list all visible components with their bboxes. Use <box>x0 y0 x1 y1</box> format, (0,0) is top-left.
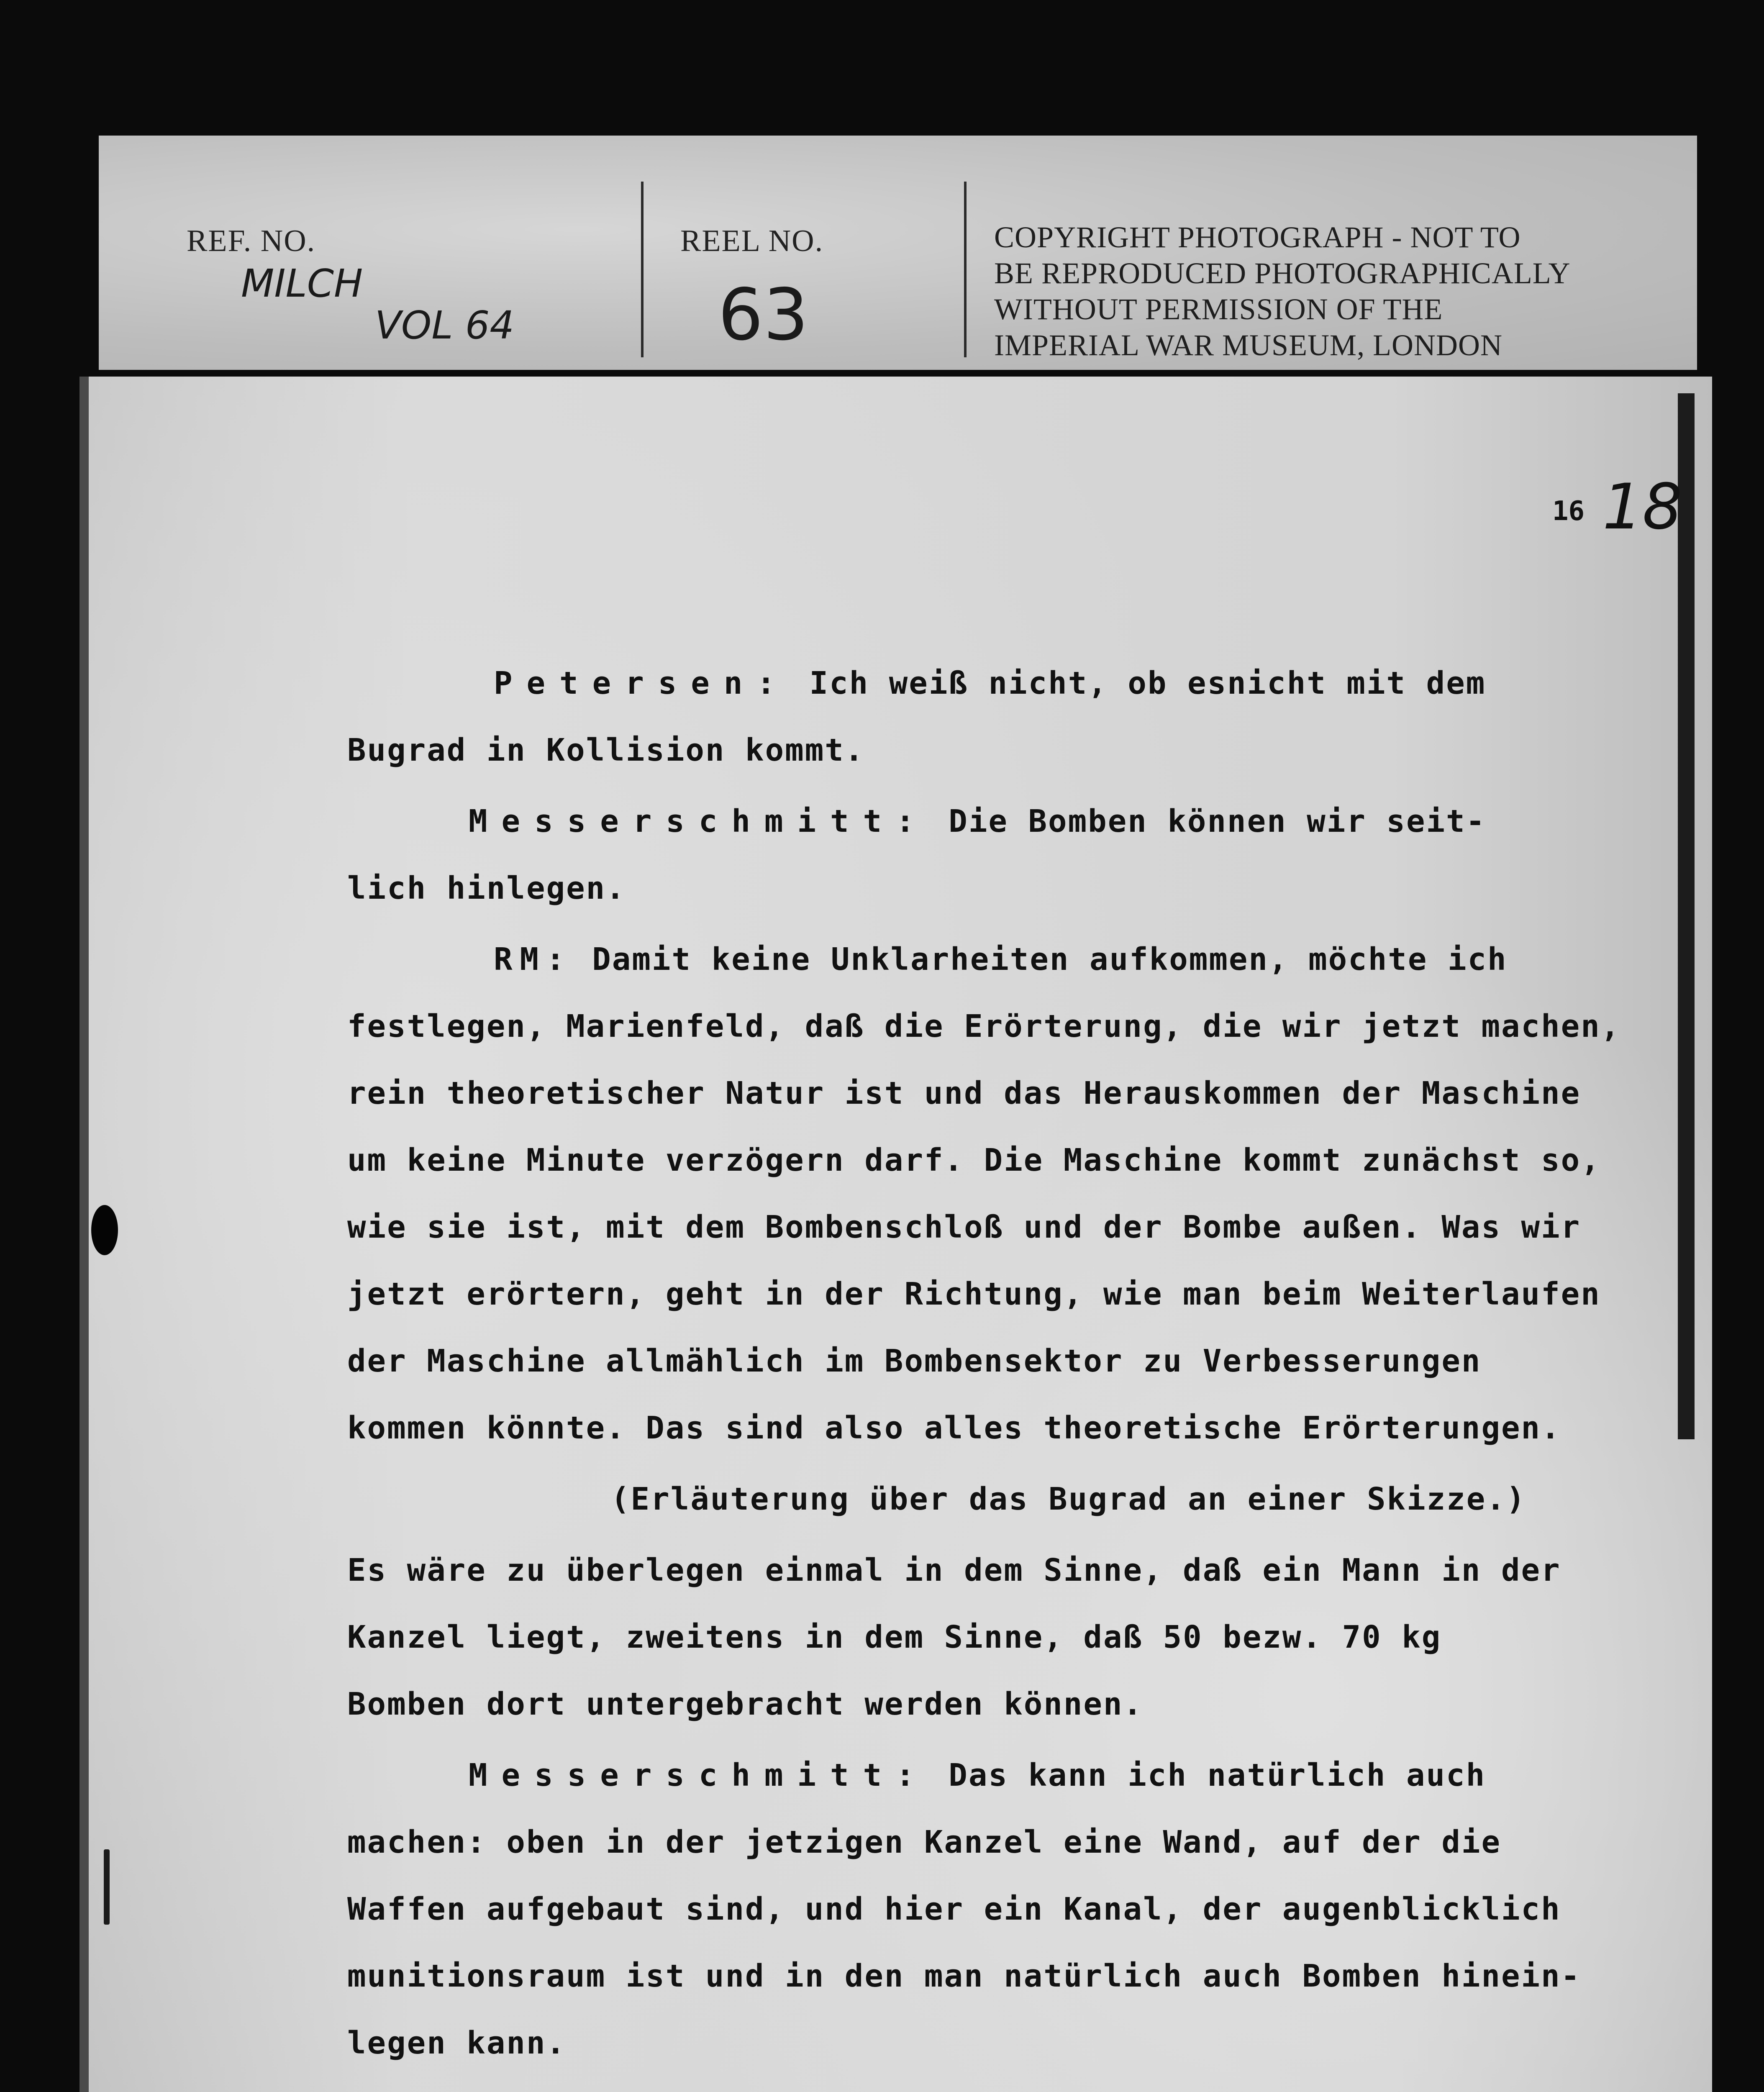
text-line-6: rein theoretischer Natur ist und das Herauskommen der Maschine <box>347 1075 1581 1111</box>
page-number-typed: 16 <box>1552 496 1585 527</box>
binding-hole <box>91 1205 118 1255</box>
text-line-13: Es wäre zu überlegen einmal in dem Sinne, daß ein Mann in der <box>347 1552 1561 1588</box>
speaker-messerschmitt: Messerschmitt: <box>469 803 929 839</box>
text-line <box>469 1757 1486 1793</box>
text-line <box>494 665 1486 701</box>
text-line-20: legen kann. <box>347 2025 567 2061</box>
text-line-7: um keine Minute verzögern darf. Die Maschine kommt zunächst so, <box>347 1142 1601 1178</box>
text-line-12: (Erläuterung über das Bugrad an einer Skizze.) <box>611 1481 1526 1517</box>
text-line-11: kommen könnte. Das sind also alles theoretische Erörterungen. <box>347 1410 1561 1446</box>
copyright-line-2: BE REPRODUCED PHOTOGRAPHICALLY <box>994 256 1571 290</box>
text-line-8: wie sie ist, mit dem Bombenschloß und der Bombe außen. Was wir <box>347 1209 1581 1245</box>
text-line <box>494 941 1508 977</box>
page-edge-shadow <box>1678 393 1695 1439</box>
text-line-4: Damit keine Unklarheiten aufkommen, möchte ich <box>592 941 1508 977</box>
copyright-line-3: WITHOUT PERMISSION OF THE <box>994 292 1443 326</box>
text-line-18: Waffen aufgebaut sind, und hier ein Kanal, der augenblicklich <box>347 1891 1561 1927</box>
speaker-rm: RM: <box>494 941 572 977</box>
copyright-line-1: COPYRIGHT PHOTOGRAPH - NOT TO <box>994 220 1521 254</box>
copyright-line-4: IMPERIAL WAR MUSEUM, LONDON <box>994 328 1503 362</box>
text-line-19: munitionsraum ist und in den man natürlich auch Bomben hinein- <box>347 1958 1581 1994</box>
ref-label: REF. NO. <box>187 224 316 258</box>
text-line-3: lich hinlegen. <box>347 870 626 906</box>
text-line-10: der Maschine allmählich im Bombensektor zu Verbesserungen <box>347 1343 1482 1379</box>
text-line <box>469 803 1486 839</box>
reel-value: 63 <box>718 274 809 356</box>
header-divider-1 <box>641 182 644 357</box>
speaker-petersen: Petersen: <box>494 665 790 701</box>
archive-header <box>99 136 1697 370</box>
header-divider-2 <box>964 182 967 357</box>
text-line-14: Kanzel liegt, zweitens in dem Sinne, daß 50 bezw. 70 kg <box>347 1619 1442 1655</box>
ref-value-line1: MILCH <box>241 261 363 306</box>
binding-mark <box>104 1849 110 1925</box>
text-line-2: Die Bomben können wir seit- <box>949 803 1486 839</box>
reel-label: REEL NO. <box>680 224 824 258</box>
ref-value-line2: VOL 64 <box>375 303 514 348</box>
text-line-9: jetzt erörtern, geht in der Richtung, wie man beim Weiterlaufen <box>347 1276 1601 1312</box>
text-line-5: festlegen, Marienfeld, daß die Erörterung, die wir jetzt machen, <box>347 1008 1621 1044</box>
text-line-16: Das kann ich natürlich auch <box>949 1757 1486 1793</box>
text-line-1: Bugrad in Kollision kommt. <box>347 732 865 768</box>
speaker-messerschmitt: Messerschmitt: <box>469 1757 929 1793</box>
text-line-0: Ich weiß nicht, ob esnicht mit dem <box>809 665 1486 701</box>
page-number-handwritten: 18 <box>1602 471 1682 544</box>
text-line-17: machen: oben in der jetzigen Kanzel eine Wand, auf der die <box>347 1824 1502 1860</box>
text-line-15: Bomben dort untergebracht werden können. <box>347 1686 1144 1722</box>
